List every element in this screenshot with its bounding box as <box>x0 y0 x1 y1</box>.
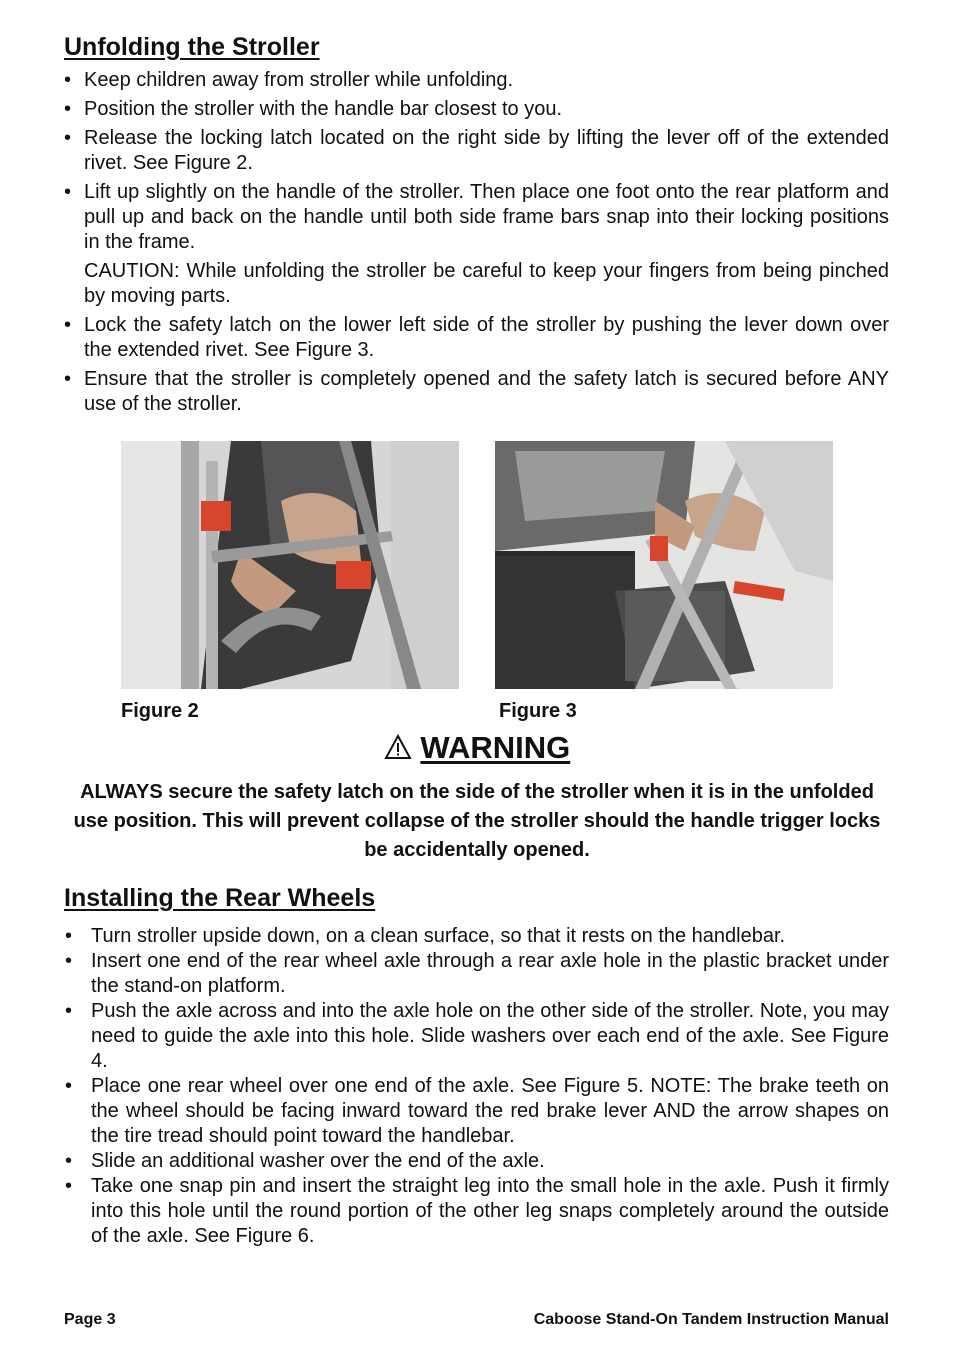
warning-title: WARNING <box>420 730 571 765</box>
page-number: Page 3 <box>64 1311 116 1328</box>
list-item: • Lift up slightly on the handle of the stroller. Then place one foot onto the rear platform and pull up and back on the handle until both side frame bars snap into their locking positions in the frame. <box>64 181 889 253</box>
list-item: • Keep children away from stroller while unfolding. <box>64 69 514 91</box>
section-heading-rear-wheels: Installing the Rear Wheels <box>64 884 376 912</box>
warning-text: ALWAYS secure the safety latch on the side of the stroller when it is in the unfolded use position. This will prevent collapse of the stroller should the handle trigger locks be accidentally opened. <box>73 781 881 861</box>
figure-3-caption: Figure 3 <box>499 700 577 722</box>
rear-wheels-steps-list <box>65 924 889 1249</box>
list-item: • Release the locking latch located on the right side by lifting the lever off of the extended rivet. See Figure 2. <box>64 127 889 174</box>
warning-triangle-icon <box>384 730 421 765</box>
manual-title-footer: Caboose Stand-On Tandem Instruction Manual <box>533 1311 889 1328</box>
caution-note: CAUTION: While unfolding the stroller be careful to keep your fingers from being pinched by moving parts. <box>84 260 889 307</box>
figure-2-caption: Figure 2 <box>121 700 199 722</box>
list-item: • Ensure that the stroller is completely opened and the safety latch is secured before ANY use of the stroller. <box>64 368 889 415</box>
unfolding-steps-list <box>64 68 889 421</box>
section-heading-unfolding: Unfolding the Stroller <box>64 33 320 61</box>
figure-2-photo <box>121 441 459 689</box>
list-item: • Take one snap pin and insert the straight leg into the small hole in the axle. Push it firmly into this hole until the round portion of the other leg snaps completely around the outside of the axle. See Figure 6. <box>65 1175 889 1247</box>
warning-header <box>0 730 954 766</box>
list-item: • Insert one end of the rear wheel axle through a rear axle hole in the plastic bracket under the stand-on platform. <box>65 950 889 997</box>
figure-3-photo <box>495 441 833 689</box>
list-item: • Place one rear wheel over one end of the axle. See Figure 5. NOTE: The brake teeth on the wheel should be facing inward toward the red brake lever AND the arrow shapes on the tire tread should point toward the handlebar. <box>65 1075 889 1147</box>
list-item: • Slide an additional washer over the end of the axle. <box>65 1150 545 1172</box>
list-item: • Position the stroller with the handle bar closest to you. <box>64 98 563 120</box>
list-item: • Turn stroller upside down, on a clean surface, so that it rests on the handlebar. <box>65 925 786 947</box>
list-item: • Push the axle across and into the axle hole on the other side of the stroller. Note, you may need to guide the axle into this hole. Slide washers over each end of the axle. See Figure 4. <box>65 1000 889 1072</box>
list-item: • Lock the safety latch on the lower left side of the stroller by pushing the lever down over the extended rivet. See Figure 3. <box>64 314 889 361</box>
